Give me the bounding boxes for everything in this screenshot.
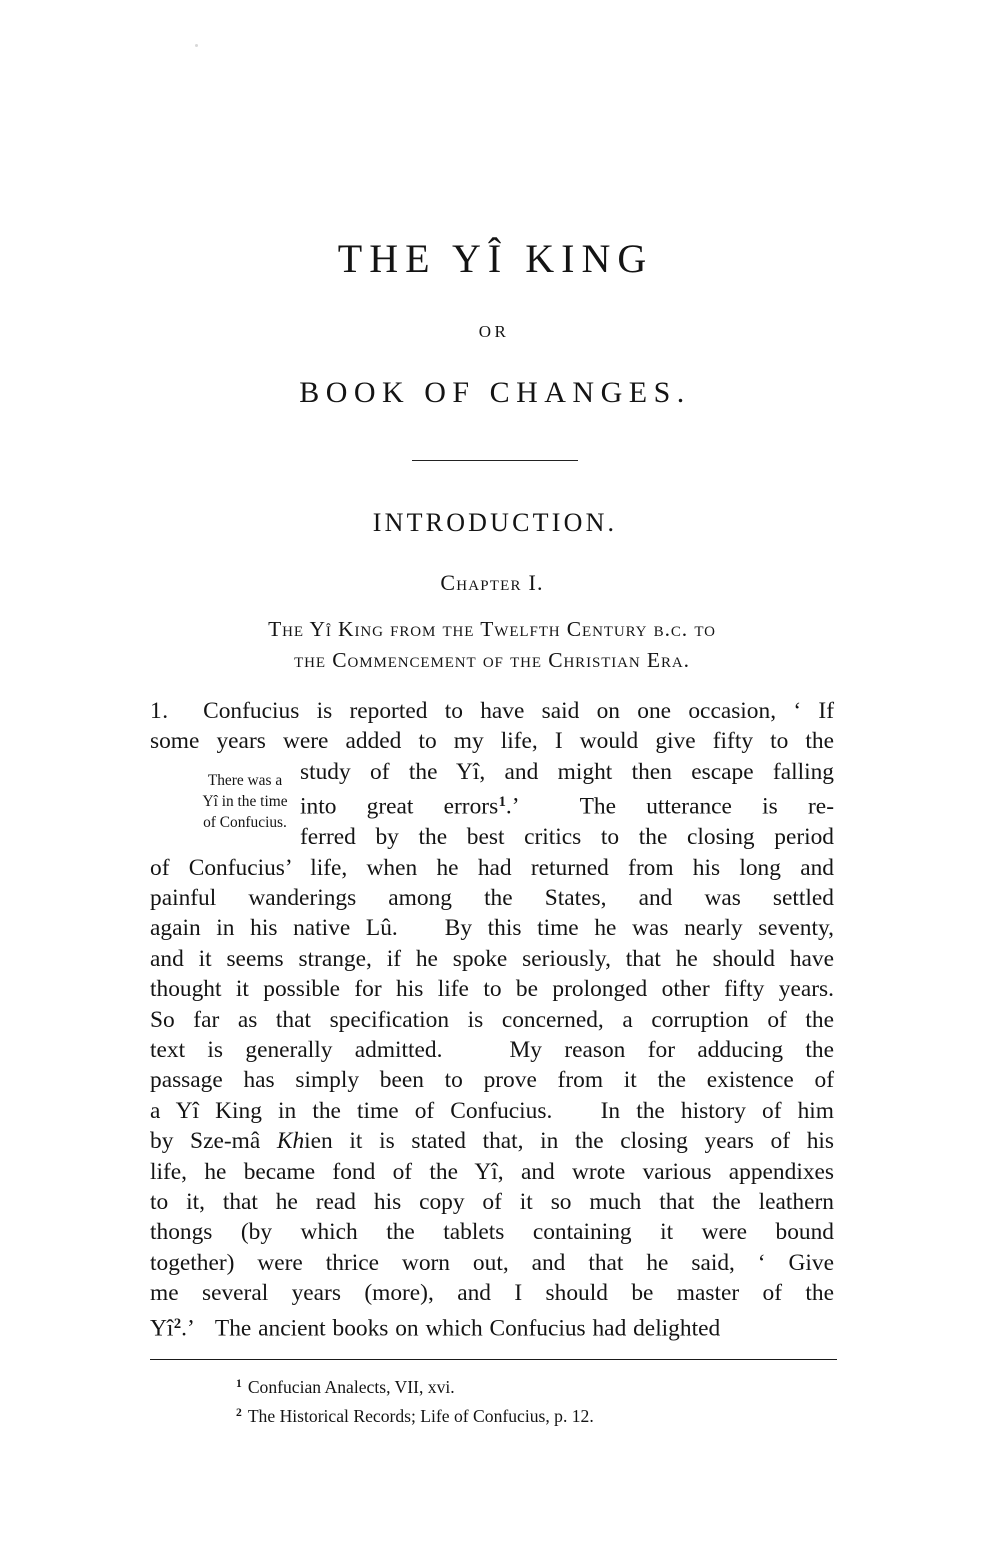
body-line: again in his native Lû. By this time he was nearly seventy,: [150, 915, 834, 942]
chapter-title-line-2: the Commencement of the Christian Era.: [294, 648, 690, 672]
footnote-separator-rule: [150, 1359, 837, 1360]
body-line: some years were added to my life, I would give fifty to the: [150, 728, 834, 755]
marginal-note-line-2: Yî in the time: [202, 793, 288, 810]
title-divider-rule: [412, 460, 578, 461]
paragraph-number: 1.: [150, 698, 169, 724]
body-line: and it seems strange, if he spoke seriously, that he should have: [150, 945, 834, 972]
title-or-connector: OR: [478, 322, 510, 341]
body-line: of Confucius’ life, when he had returned from his long and: [150, 854, 834, 881]
body-line: thongs (by which the tablets containing it were bound: [150, 1219, 834, 1246]
chapter-title-line-1: The Yî King from the Twelfth Century b.c. to: [268, 617, 716, 641]
body-line: 1. Confucius is reported to have said on one occasion, ‘ If: [150, 698, 834, 724]
body-line: thought it possible for his life to be prolonged other fifty years.: [150, 976, 834, 1003]
page-title: THE YÎ KING: [337, 236, 654, 281]
footnote-marker-2: 2: [173, 1315, 182, 1332]
body-line: Yî$^2$.’ The ancient books on which Confucius had delighted: [150, 1315, 721, 1342]
body-line: painful wanderings among the States, and was settled: [150, 884, 834, 911]
body-line: to it, that he read his copy of it so much that the leathern: [150, 1189, 834, 1216]
body-line: by Sze-mâ Khien it is stated that, in the closing years of his: [150, 1128, 834, 1155]
body-line: passage has simply been to prove from it the existence of: [150, 1067, 834, 1094]
footnote-text: The Historical Records; Life of Confucius, p. 12.: [247, 1405, 594, 1426]
chapter-title: [150, 614, 834, 676]
footnote-number: 1: [236, 1377, 242, 1390]
italic-transliteration: Kh: [276, 1128, 305, 1155]
footnote-number: 2: [236, 1405, 242, 1419]
footnote-list: [236, 1371, 836, 1429]
marginal-note-line-3: of Confucius.: [203, 814, 287, 831]
body-line: ferred by the best critics to the closing period: [300, 824, 834, 851]
body-line: life, he became fond of the Yî, and wrote various appendixes: [150, 1158, 834, 1185]
scan-speck: [195, 44, 198, 47]
body-line: a Yî King in the time of Confucius. In the history of him: [150, 1097, 834, 1124]
chapter-label: Chapter I.: [440, 570, 544, 595]
body-line: So far as that specification is concerned, a corruption of the: [150, 1006, 834, 1033]
page-subtitle: BOOK OF CHANGES.: [299, 376, 691, 409]
footnote-item: [236, 1371, 836, 1400]
footnote-text: Confucian Analects, VII, xvi.: [247, 1376, 455, 1397]
body-line: me several years (more), and I should be master of the: [150, 1280, 834, 1307]
body-line: into great errors$^1$.’ The utterance is re-: [300, 793, 834, 820]
body-line: text is generally admitted. My reason for adducing the: [150, 1037, 834, 1063]
body-line: study of the Yî, and might then escape falling: [300, 758, 834, 785]
introduction-heading: INTRODUCTION.: [372, 508, 618, 537]
title-block: [150, 238, 834, 410]
marginal-note-line-1: There was a: [207, 772, 283, 789]
footnote-marker-1: 1: [498, 794, 506, 811]
body-line: together) were thrice worn out, and that he said, ‘ Give: [150, 1249, 834, 1276]
body-paragraph: [150, 696, 834, 1344]
footnote-item: [236, 1400, 836, 1429]
